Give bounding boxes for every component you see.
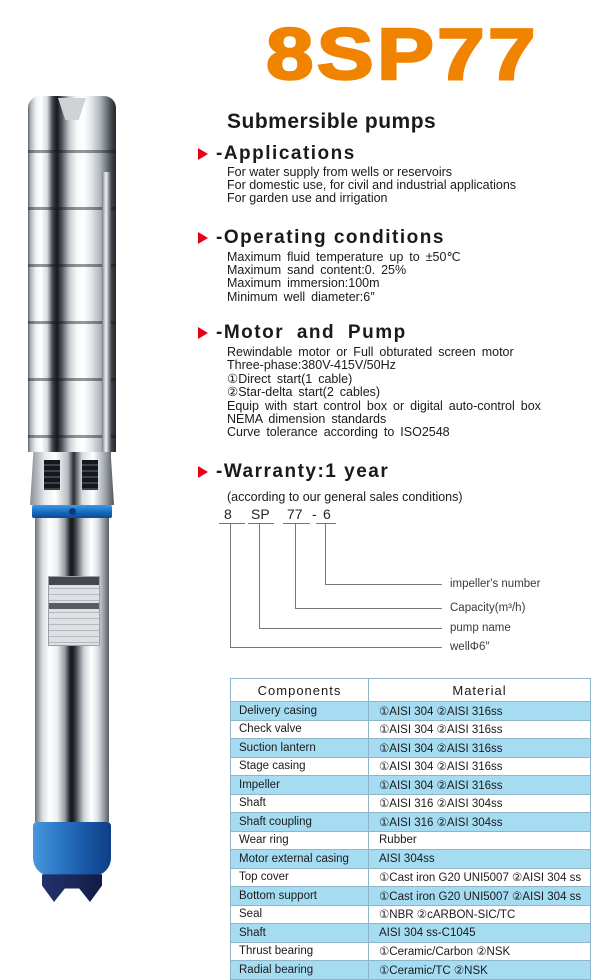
material-cell: ①AISI 304 ②AISI 316ss: [369, 720, 591, 739]
band-bolt: [69, 508, 76, 515]
table-row: [231, 905, 591, 924]
section-title: -Applications: [216, 143, 356, 164]
text-line: For domestic use, for civil and industrial applications: [227, 178, 517, 193]
component-cell: Delivery casing: [231, 702, 369, 721]
red-arrow-icon: [198, 466, 208, 478]
code-dash: -: [312, 506, 317, 522]
col-header-material: Material: [369, 679, 591, 702]
material-cell: ①AISI 304 ②AISI 316ss: [369, 776, 591, 795]
text-line: Rewindable motor or Full obturated screen motor: [227, 345, 514, 359]
component-cell: Stage casing: [231, 757, 369, 776]
text-line: Minimum well diameter:6″: [227, 289, 375, 304]
table-header-row: [231, 679, 591, 702]
component-cell: Shaft: [231, 794, 369, 813]
text-line: Maximum immersion:100m: [227, 276, 380, 291]
page-title: 8SP77: [266, 15, 539, 95]
code-underline: [283, 523, 310, 524]
section-motor-heading: [198, 322, 407, 344]
table-row: [231, 813, 591, 832]
table-row: [231, 850, 591, 869]
label-capacity: Capacity(m³/h): [450, 602, 526, 614]
section-title: -Operating conditions: [216, 227, 445, 248]
table-row: [231, 831, 591, 850]
lantern-opening: [82, 460, 98, 490]
table-row: [231, 961, 591, 980]
section-applications-heading: [198, 143, 356, 165]
table-row: [231, 757, 591, 776]
code-part-impellers: 6: [323, 506, 331, 522]
motor-bottom-cap: [33, 822, 111, 876]
component-cell: Impeller: [231, 776, 369, 795]
component-cell: Radial bearing: [231, 961, 369, 980]
red-arrow-icon: [198, 148, 208, 160]
text-line: For water supply from wells or reservoirs: [227, 165, 453, 179]
section-operating-body: [227, 251, 461, 304]
table-row: [231, 887, 591, 906]
table-row: [231, 924, 591, 943]
leader-line-vertical: [230, 524, 231, 647]
component-cell: Shaft coupling: [231, 813, 369, 832]
components-material-table: [230, 678, 591, 980]
material-cell: ①Cast iron G20 UNI5007 ②AISI 304 ss: [369, 868, 591, 887]
component-cell: Thrust bearing: [231, 942, 369, 961]
lantern-opening: [44, 460, 60, 490]
material-cell: AISI 304ss: [369, 850, 591, 869]
material-cell: Rubber: [369, 831, 591, 850]
table-row: [231, 794, 591, 813]
warranty-note: (according to our general sales conditions): [227, 490, 463, 504]
component-cell: Top cover: [231, 868, 369, 887]
leader-line-horizontal: [295, 608, 442, 609]
red-arrow-icon: [198, 327, 208, 339]
table-row: [231, 868, 591, 887]
label-impellers-number: impeller's number: [450, 578, 541, 590]
code-part-well-size: 8: [224, 506, 232, 522]
component-cell: Check valve: [231, 720, 369, 739]
section-warranty-heading: [198, 461, 389, 483]
code-part-pump-name: SP: [251, 506, 270, 522]
material-cell: ①AISI 316 ②AISI 304ss: [369, 794, 591, 813]
text-line: Maximum fluid temperature up to ±50℃: [227, 250, 461, 264]
component-cell: Shaft: [231, 924, 369, 943]
pump-blue-band: [32, 505, 112, 518]
leader-line-horizontal: [230, 647, 442, 648]
table-row: [231, 776, 591, 795]
table-row: [231, 942, 591, 961]
section-applications-body: [227, 166, 516, 206]
text-line: ②Star-delta start(2 cables): [227, 385, 381, 400]
material-cell: ①AISI 304 ②AISI 316ss: [369, 739, 591, 758]
section-operating-heading: [198, 227, 445, 249]
text-line: Three-phase:380V-415V/50Hz: [227, 358, 396, 373]
material-cell: ①AISI 304 ②AISI 316ss: [369, 702, 591, 721]
material-cell: ①Cast iron G20 UNI5007 ②AISI 304 ss: [369, 887, 591, 906]
text-line: Equip with start control box or digital auto-control box: [227, 398, 541, 413]
material-cell: ①AISI 316 ②AISI 304ss: [369, 813, 591, 832]
red-arrow-icon: [198, 232, 208, 244]
component-cell: Suction lantern: [231, 739, 369, 758]
label-well-diameter: wellΦ6″: [450, 641, 490, 653]
text-line: NEMA dimension standards: [227, 412, 387, 427]
material-cell: ①AISI 304 ②AISI 316ss: [369, 757, 591, 776]
section-title: -Motor and Pump: [216, 322, 407, 343]
section-title: -Warranty:1 year: [216, 461, 390, 482]
table-row: [231, 739, 591, 758]
code-underline: [316, 523, 336, 524]
leader-line-vertical: [325, 524, 326, 584]
text-line: Maximum sand content:0. 25%: [227, 263, 407, 278]
code-underline: [219, 523, 245, 524]
motor-nameplate: [48, 576, 100, 646]
leader-line-horizontal: [259, 628, 442, 629]
text-line: Curve tolerance according to ISO2548: [227, 425, 450, 440]
component-cell: Seal: [231, 905, 369, 924]
page-subtitle: Submersible pumps: [227, 110, 437, 133]
col-header-components: Components: [231, 679, 369, 702]
code-underline: [248, 523, 274, 524]
material-cell: ①NBR ②cARBON-SIC/TC: [369, 905, 591, 924]
pump-suction-lantern: [30, 452, 114, 505]
component-cell: Wear ring: [231, 831, 369, 850]
material-cell: AISI 304 ss-C1045: [369, 924, 591, 943]
component-cell: Motor external casing: [231, 850, 369, 869]
material-cell: ①Ceramic/TC ②NSK: [369, 961, 591, 980]
text-line: For garden use and irrigation: [227, 191, 388, 206]
leader-line-horizontal: [325, 584, 442, 585]
leader-line-vertical: [295, 524, 296, 608]
leader-line-vertical: [259, 524, 260, 628]
pump-motor-casing: [35, 518, 109, 822]
component-cell: Bottom support: [231, 887, 369, 906]
code-part-capacity: 77: [287, 506, 303, 522]
label-pump-name: pump name: [450, 622, 511, 634]
table-row: [231, 702, 591, 721]
table-row: [231, 720, 591, 739]
section-motor-body: [227, 346, 541, 440]
pump-photo: [28, 92, 116, 908]
text-line: ①Direct start(1 cable): [227, 371, 353, 386]
material-cell: ①Ceramic/Carbon ②NSK: [369, 942, 591, 961]
pump-feet: [42, 872, 102, 902]
